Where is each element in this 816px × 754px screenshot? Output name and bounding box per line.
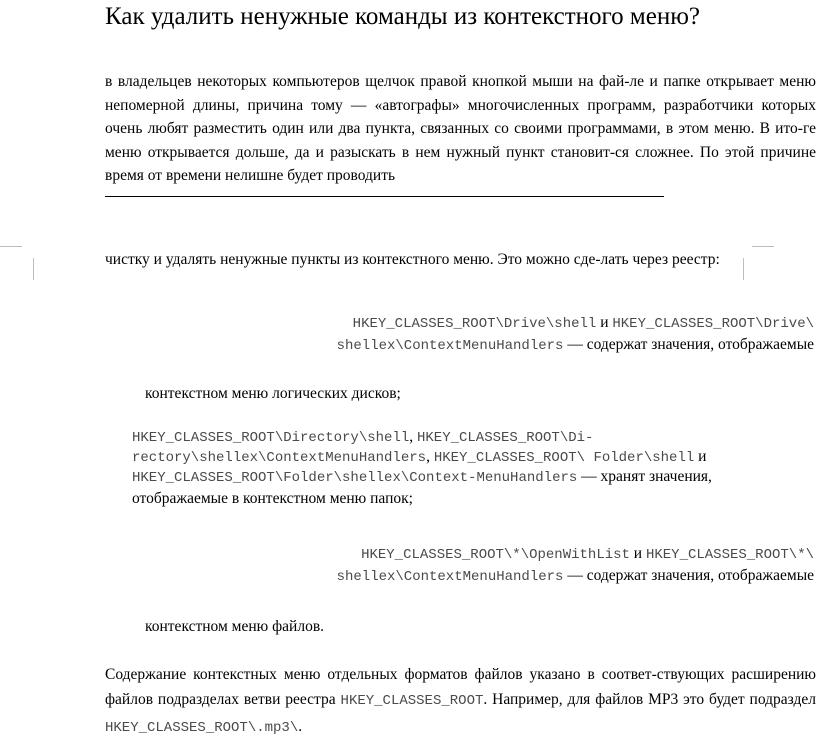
- registry-key: HKEY_CLASSES_ROOT\Drive\shell: [352, 316, 597, 332]
- formats-paragraph: [105, 662, 816, 741]
- registry-key: HKEY_CLASSES_ROOT\Folder\shellex\Context-MenuHandlers: [132, 470, 578, 486]
- folder-desc-line: отображаемые в контекстном меню папок;: [132, 490, 413, 507]
- text: .: [298, 718, 303, 735]
- folder-keys-line1: [132, 427, 593, 448]
- formats-line: [105, 714, 816, 741]
- registry-key: HKEY_CLASSES_ROOT\Drive\: [612, 316, 814, 332]
- formats-line: [105, 687, 816, 714]
- registry-key: HKEY_CLASSES_ROOT\*\: [645, 547, 814, 563]
- intro-line: непомерной длины, причина тому — «автографы» многочисленных программ, разработчики которых: [105, 96, 816, 114]
- intro-line: очень любят разместить один или два пункта, связанных со своими программами, в этом меню. В ито-ге: [105, 120, 816, 138]
- folder-keys-line3: [132, 467, 712, 488]
- text: файлов подразделах ветви реестра: [105, 691, 341, 708]
- intro-line: время от времени нелишне будет проводить: [105, 167, 396, 185]
- registry-key: HKEY_CLASSES_ROOT: [340, 693, 484, 709]
- page-title: Как удалить ненужные команды из контекстного меню?: [105, 3, 700, 30]
- page2-first-line: чистку и удалять ненужные пункты из контекстного меню. Это можно сде-лать через реестр:: [105, 251, 720, 268]
- intro-line: меню открывается дольше, да и разыскать в нем нужный пункт становит-ся сложнее. По этой причине: [105, 143, 816, 161]
- registry-key: HKEY_CLASSES_ROOT\*\OpenWithList: [361, 547, 630, 563]
- files-keys-line2: [337, 566, 814, 587]
- page-break-mark: [752, 246, 774, 247]
- page-break-mark: [0, 246, 22, 247]
- files-keys-line1: [361, 544, 814, 565]
- separator-text: ,: [426, 448, 434, 465]
- separator-text: ,: [409, 428, 417, 445]
- registry-key: shellex\ContextMenuHandlers: [336, 338, 564, 354]
- conjunction: и: [596, 314, 613, 331]
- files-desc-line: контекстном меню файлов.: [145, 618, 325, 635]
- folder-keys-line2: [132, 447, 706, 468]
- description-text: — хранят значения,: [577, 468, 712, 485]
- intro-paragraph: [105, 70, 816, 188]
- intro-line: в владельцев некоторых компьютеров щелчок правой кнопкой мыши на фай-ле и папке открывает меню: [105, 73, 816, 90]
- page-break-mark: [743, 258, 744, 280]
- registry-key: shellex\ContextMenuHandlers: [336, 569, 564, 585]
- formats-line: Содержание контекстных меню отдельных форматов файлов указано в соответ-ствующих расширению: [105, 666, 816, 683]
- text: . Например, для файлов MP3 это будет подраздел: [483, 691, 816, 708]
- conjunction: и: [629, 545, 646, 562]
- drive-keys-line1: [353, 313, 814, 334]
- registry-key: HKEY_CLASSES_ROOT\Di-: [417, 430, 594, 446]
- description-text: — содержат значения, отображаемые: [563, 567, 814, 584]
- separator-line: [105, 196, 664, 197]
- registry-key: HKEY_CLASSES_ROOT\.mp3\: [105, 720, 299, 736]
- page-break-mark: [33, 258, 34, 280]
- description-text: — содержат значения, отображаемые: [563, 336, 814, 353]
- conjunction: и: [694, 448, 707, 465]
- registry-key: HKEY_CLASSES_ROOT\Directory\shell: [132, 430, 410, 446]
- drive-desc-line: контекстном меню логических дисков;: [145, 385, 401, 402]
- drive-keys-line2: [337, 335, 814, 356]
- registry-key: rectory\shellex\ContextMenuHandlers: [132, 450, 427, 466]
- registry-key: HKEY_CLASSES_ROOT\ Folder\shell: [433, 450, 695, 466]
